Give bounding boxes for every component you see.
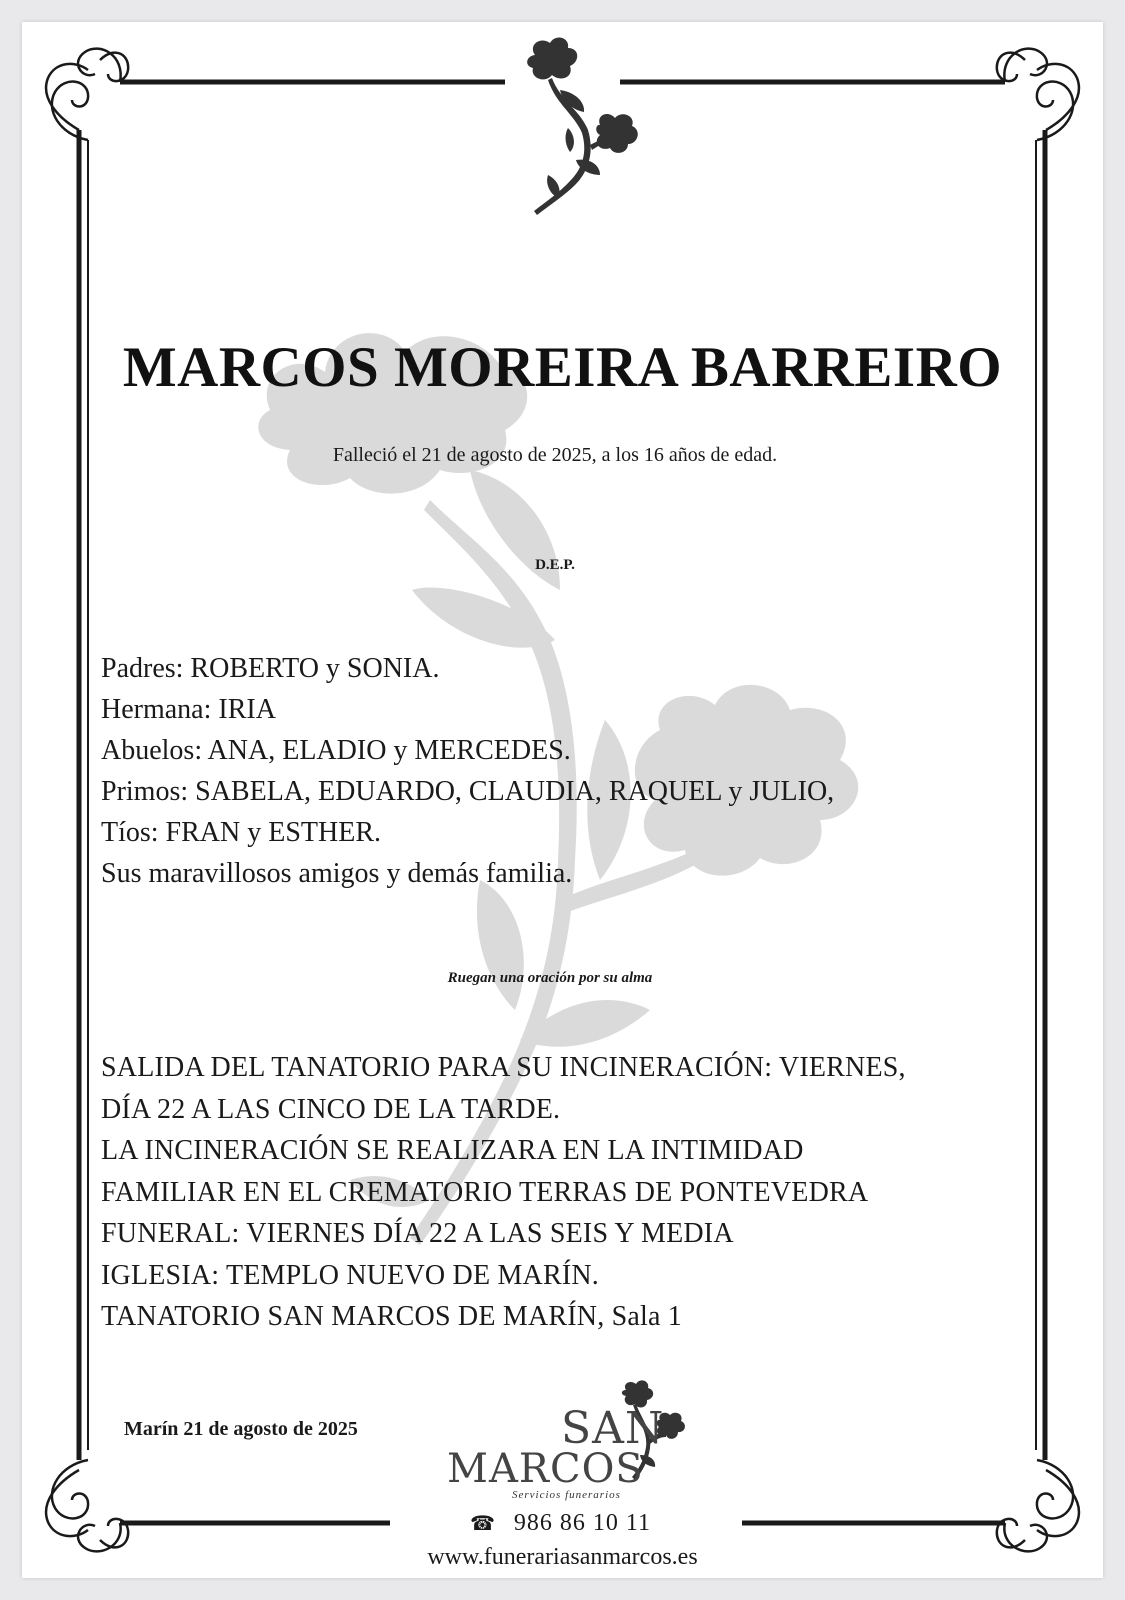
family-line: Primos: SABELA, EDUARDO, CLAUDIA, RAQUEL y JULIO,: [101, 776, 835, 807]
top-flower-icon: [527, 38, 638, 215]
corner-ornament-bottom-left: [46, 1460, 128, 1551]
corner-ornament-top-right: [997, 49, 1079, 140]
phone-number[interactable]: 986 86 10 11: [513, 1510, 652, 1536]
family-line: Sus maravillosos amigos y demás familia.: [101, 858, 573, 889]
logo-subtitle: Servicios funerarios: [512, 1489, 621, 1501]
service-line: LA INCINERACIÓN SE REALIZARA EN LA INTIMIDAD: [101, 1135, 804, 1166]
logo-marcos-text: MARCOS: [447, 1446, 644, 1492]
service-line: TANATORIO SAN MARCOS DE MARÍN, Sala 1: [101, 1301, 683, 1332]
service-line: FUNERAL: VIERNES DÍA 22 A LAS SEIS Y MEDIA: [101, 1218, 734, 1249]
service-line: FAMILIAR EN EL CREMATORIO TERRAS DE PONTEVEDRA: [101, 1176, 869, 1208]
service-details: [101, 1047, 906, 1338]
death-date-line: Falleció el 21 de agosto de 2025, a los 16 años de edad.: [332, 444, 778, 466]
phone-line: [470, 1510, 651, 1537]
dep-label: D.E.P.: [535, 557, 575, 573]
logo-san-text: SAN: [561, 1403, 665, 1454]
family-line: Tíos: FRAN y ESTHER.: [101, 817, 382, 848]
prayer-line: Ruegan una oración por su alma: [447, 970, 653, 986]
deceased-name: MARCOS MOREIRA BARREIRO: [122, 336, 1003, 399]
corner-ornament-bottom-right: [997, 1460, 1079, 1551]
service-line: IGLESIA: TEMPLO NUEVO DE MARÍN.: [101, 1259, 599, 1291]
phone-icon: ☎: [470, 1511, 496, 1535]
website-link[interactable]: www.funerariasanmarcos.es: [427, 1544, 698, 1570]
service-line: SALIDA DEL TANATORIO PARA SU INCINERACIÓN: VIERNES,: [101, 1052, 906, 1083]
family-line: Padres: ROBERTO y SONIA.: [101, 653, 440, 684]
family-list: [101, 648, 834, 894]
corner-ornament-top-left: [46, 49, 128, 140]
place-date: Marín 21 de agosto de 2025: [124, 1418, 358, 1440]
family-line: Hermana: IRIA: [101, 694, 276, 725]
family-line: Abuelos: ANA, ELADIO y MERCEDES.: [101, 735, 571, 766]
service-line: DÍA 22 A LAS CINCO DE LA TARDE.: [101, 1093, 561, 1125]
